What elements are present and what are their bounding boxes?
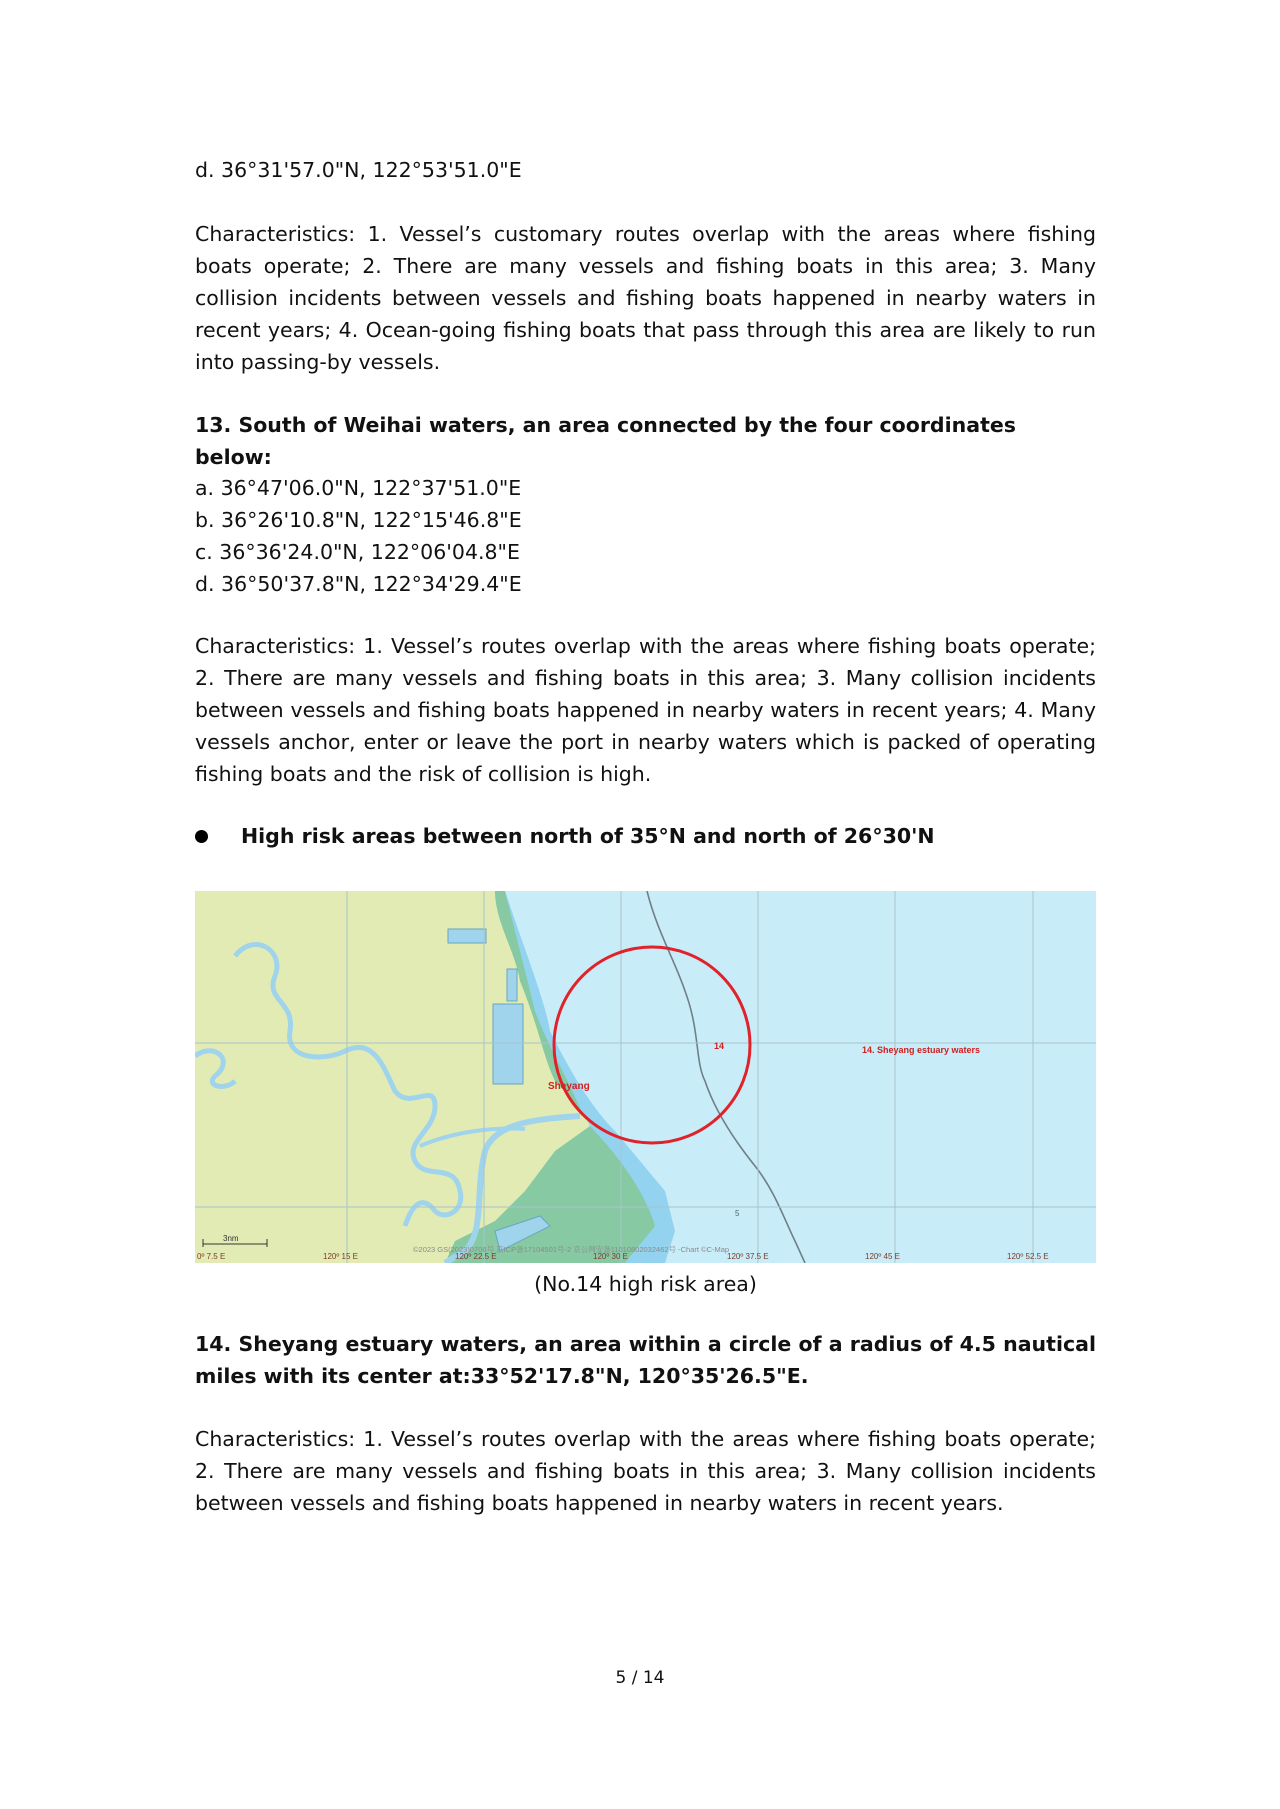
coordinate-d: d. 36°50'37.8"N, 122°34'29.4"E xyxy=(195,572,522,596)
area-number-label: 14 xyxy=(714,1041,725,1051)
map-graphic xyxy=(195,891,1096,1263)
axis-label-1: 120º 15 E xyxy=(323,1252,358,1261)
coordinate-b: b. 36°26'10.8"N, 122°15'46.8"E xyxy=(195,508,522,532)
depth-label: 5 xyxy=(735,1209,740,1218)
reservoir xyxy=(448,929,486,943)
axis-label-3: 120º 30 E xyxy=(593,1252,628,1261)
axis-label-0: 0º 7.5 E xyxy=(197,1252,226,1261)
axis-label-5: 120º 45 E xyxy=(865,1252,900,1261)
area-name-label: 14. Sheyang estuary waters xyxy=(862,1045,981,1055)
characteristics-section13: Characteristics: 1. Vessel’s routes overlap with the areas where fishing boats operate; 2. There are many vessels and fishing boats in this area; 3. Many collision incidents between vessels and fishing boats happened in nearby waters in recent years; 4. Many vessels anchor, enter or leave the port in nearby waters which is packed of operating fishing boats and the risk of collision is high. xyxy=(195,634,1096,786)
coordinate-c: c. 36°36'24.0"N, 122°06'04.8"E xyxy=(195,540,520,564)
section13-coordinate-list xyxy=(195,472,1096,600)
map-credits: ©2023 GS(2023)0706号 京ICP备17104501号-2 京公网安备11010802032462号 -Chart ©C-Map xyxy=(413,1245,730,1254)
risk-area-map xyxy=(195,891,1096,1263)
coordinate-d-previous: d. 36°31'57.0"N, 122°53'51.0"E xyxy=(195,158,522,182)
page-number: 5 / 14 xyxy=(615,1668,665,1688)
section14-heading: 14. Sheyang estuary waters, an area within a circle of a radius of 4.5 nautical miles with its center at:33°52'17.8"N, 120°35'26.5"E. xyxy=(195,1332,1096,1388)
scale-label: 3nm xyxy=(223,1234,239,1243)
coordinate-a: a. 36°47'06.0"N, 122°37'51.0"E xyxy=(195,476,522,500)
axis-label-6: 120º 52.5 E xyxy=(1007,1252,1049,1261)
bullet-icon xyxy=(195,830,208,843)
map-caption: (No.14 high risk area) xyxy=(534,1272,757,1296)
characteristics-section14: Characteristics: 1. Vessel’s routes overlap with the areas where fishing boats operate; 2. There are many vessels and fishing boats in this area; 3. Many collision incidents between vessels and fishing boats happened in nearby waters in recent years. xyxy=(195,1427,1096,1515)
axis-label-4: 120º 37.5 E xyxy=(727,1252,769,1261)
section13-heading: 13. South of Weihai waters, an area connected by the four coordinates below: xyxy=(195,413,1016,469)
bullet-heading: High risk areas between north of 35°N and north of 26°30'N xyxy=(241,824,935,848)
characteristics-section12: Characteristics: 1. Vessel’s customary routes overlap with the areas where fishing boats operate; 2. There are many vessels and fishing boats in this area; 3. Many collision incidents between vessels and fishing boats happened in nearby waters in recent years; 4. Ocean-going fishing boats that pass through this area are likely to run into passing-by vessels. xyxy=(195,222,1096,374)
place-label-sheyang: Sheyang xyxy=(548,1081,590,1092)
port-dock xyxy=(507,969,517,1001)
axis-label-2: 120º 22.5 E xyxy=(455,1252,497,1261)
port-basin xyxy=(493,1004,523,1084)
